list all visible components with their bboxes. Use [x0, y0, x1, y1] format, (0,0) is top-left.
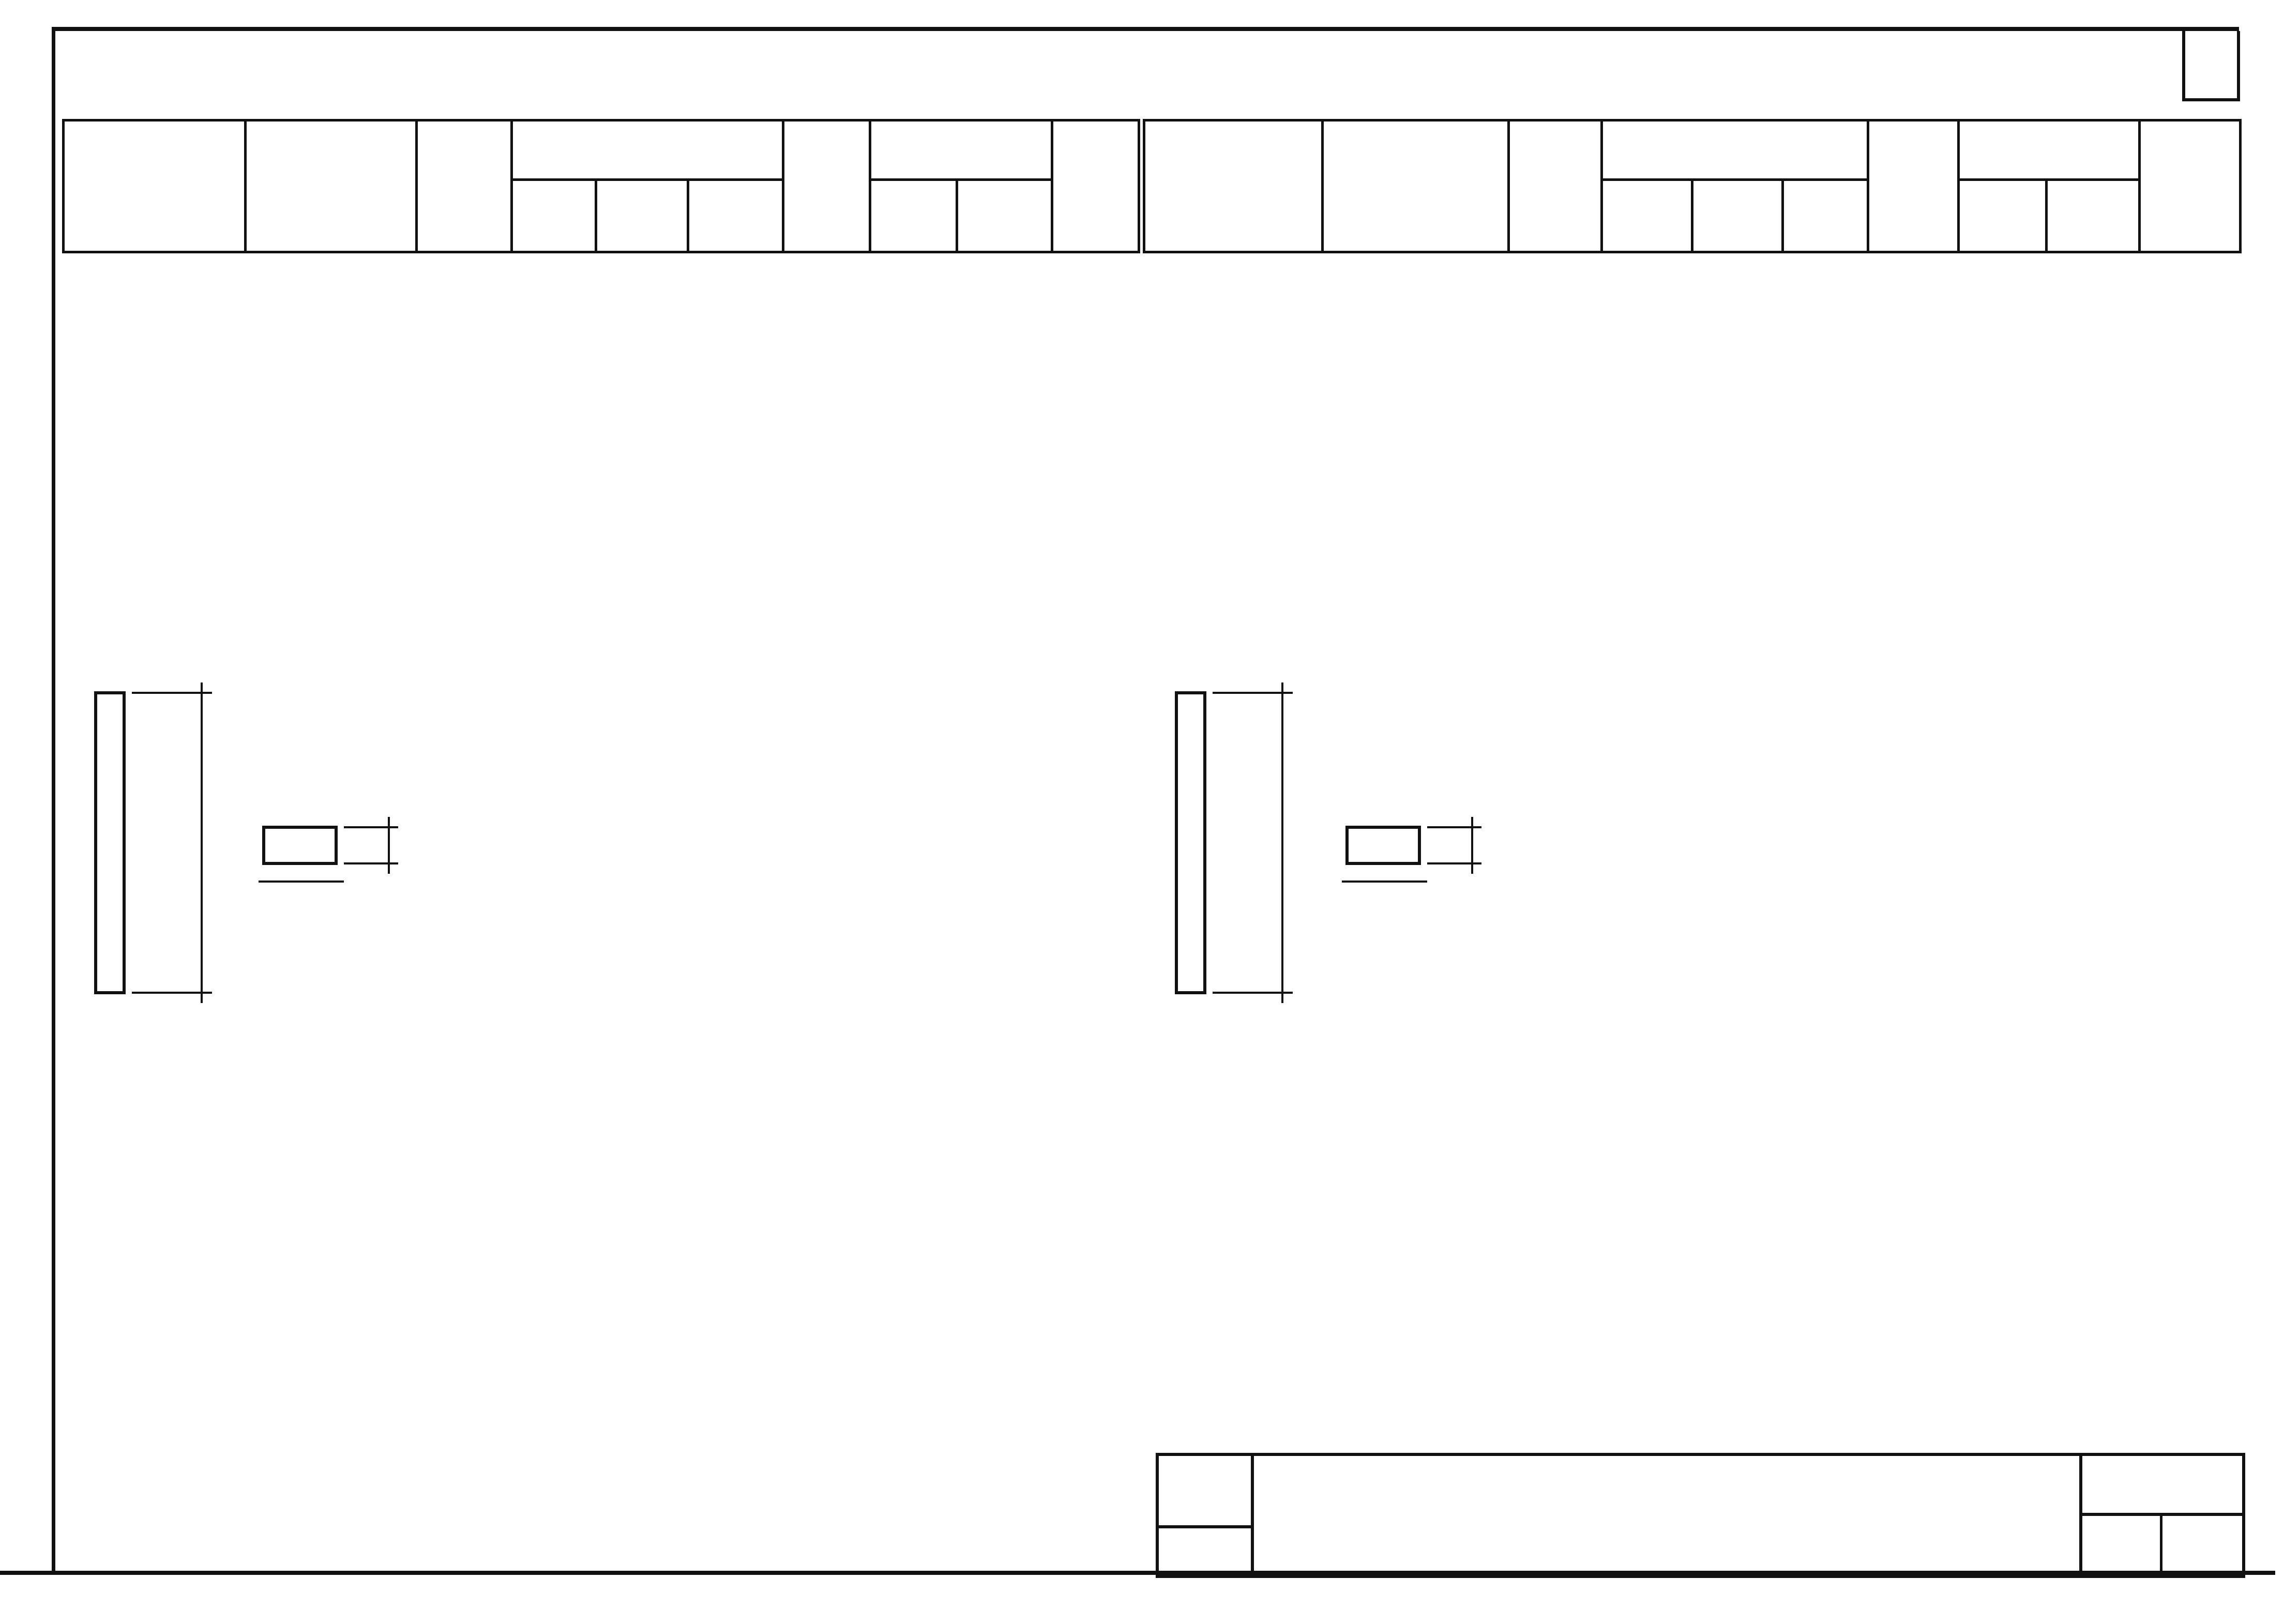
frame-left-line — [52, 27, 55, 1573]
header-dim-H — [511, 180, 596, 252]
header-mark-column — [417, 120, 512, 252]
right-section-sketch — [1337, 807, 1492, 936]
sheet-label — [2159, 1516, 2242, 1542]
series-number — [2079, 1456, 2245, 1516]
header-consumption — [870, 120, 1052, 180]
header-weight — [2140, 120, 2241, 252]
title-block — [1156, 1453, 2245, 1578]
left-section-sketch — [253, 807, 409, 936]
header-concrete-m3 — [870, 180, 957, 252]
header-weight — [1052, 120, 1139, 252]
header-dim-b — [1692, 180, 1783, 252]
left-column-elevation-sketch — [88, 672, 222, 1008]
header-general-view — [64, 120, 246, 252]
header-section — [245, 120, 416, 252]
page-number — [2182, 31, 2240, 101]
header-dim-h — [688, 180, 783, 252]
header-mark-column — [1509, 120, 1602, 252]
header-dimensions — [1602, 120, 1868, 180]
sheet-value — [2159, 1542, 2242, 1575]
header-steel-kgs — [957, 180, 1052, 252]
header-general-view — [1144, 120, 1323, 252]
issue-label — [2079, 1516, 2162, 1542]
stamp-year — [1159, 1528, 1254, 1575]
header-dim-H — [1602, 180, 1692, 252]
header-consumption — [1959, 120, 2140, 180]
header-section — [1323, 120, 1509, 252]
header-dim-b — [596, 180, 688, 252]
issue-value — [2079, 1542, 2162, 1575]
tk-logo — [1159, 1456, 1254, 1528]
left-column-table — [62, 119, 1140, 253]
header-dimensions — [511, 120, 783, 180]
header-concrete-m3 — [1959, 180, 2047, 252]
header-mark-concrete — [783, 120, 870, 252]
right-column-table — [1143, 119, 2242, 253]
header-dim-h — [1783, 180, 1868, 252]
header-steel-kgs — [2047, 180, 2140, 252]
header-mark-concrete — [1868, 120, 1959, 252]
right-column-elevation-sketch — [1169, 672, 1303, 1008]
frame-top-line — [52, 27, 2239, 31]
